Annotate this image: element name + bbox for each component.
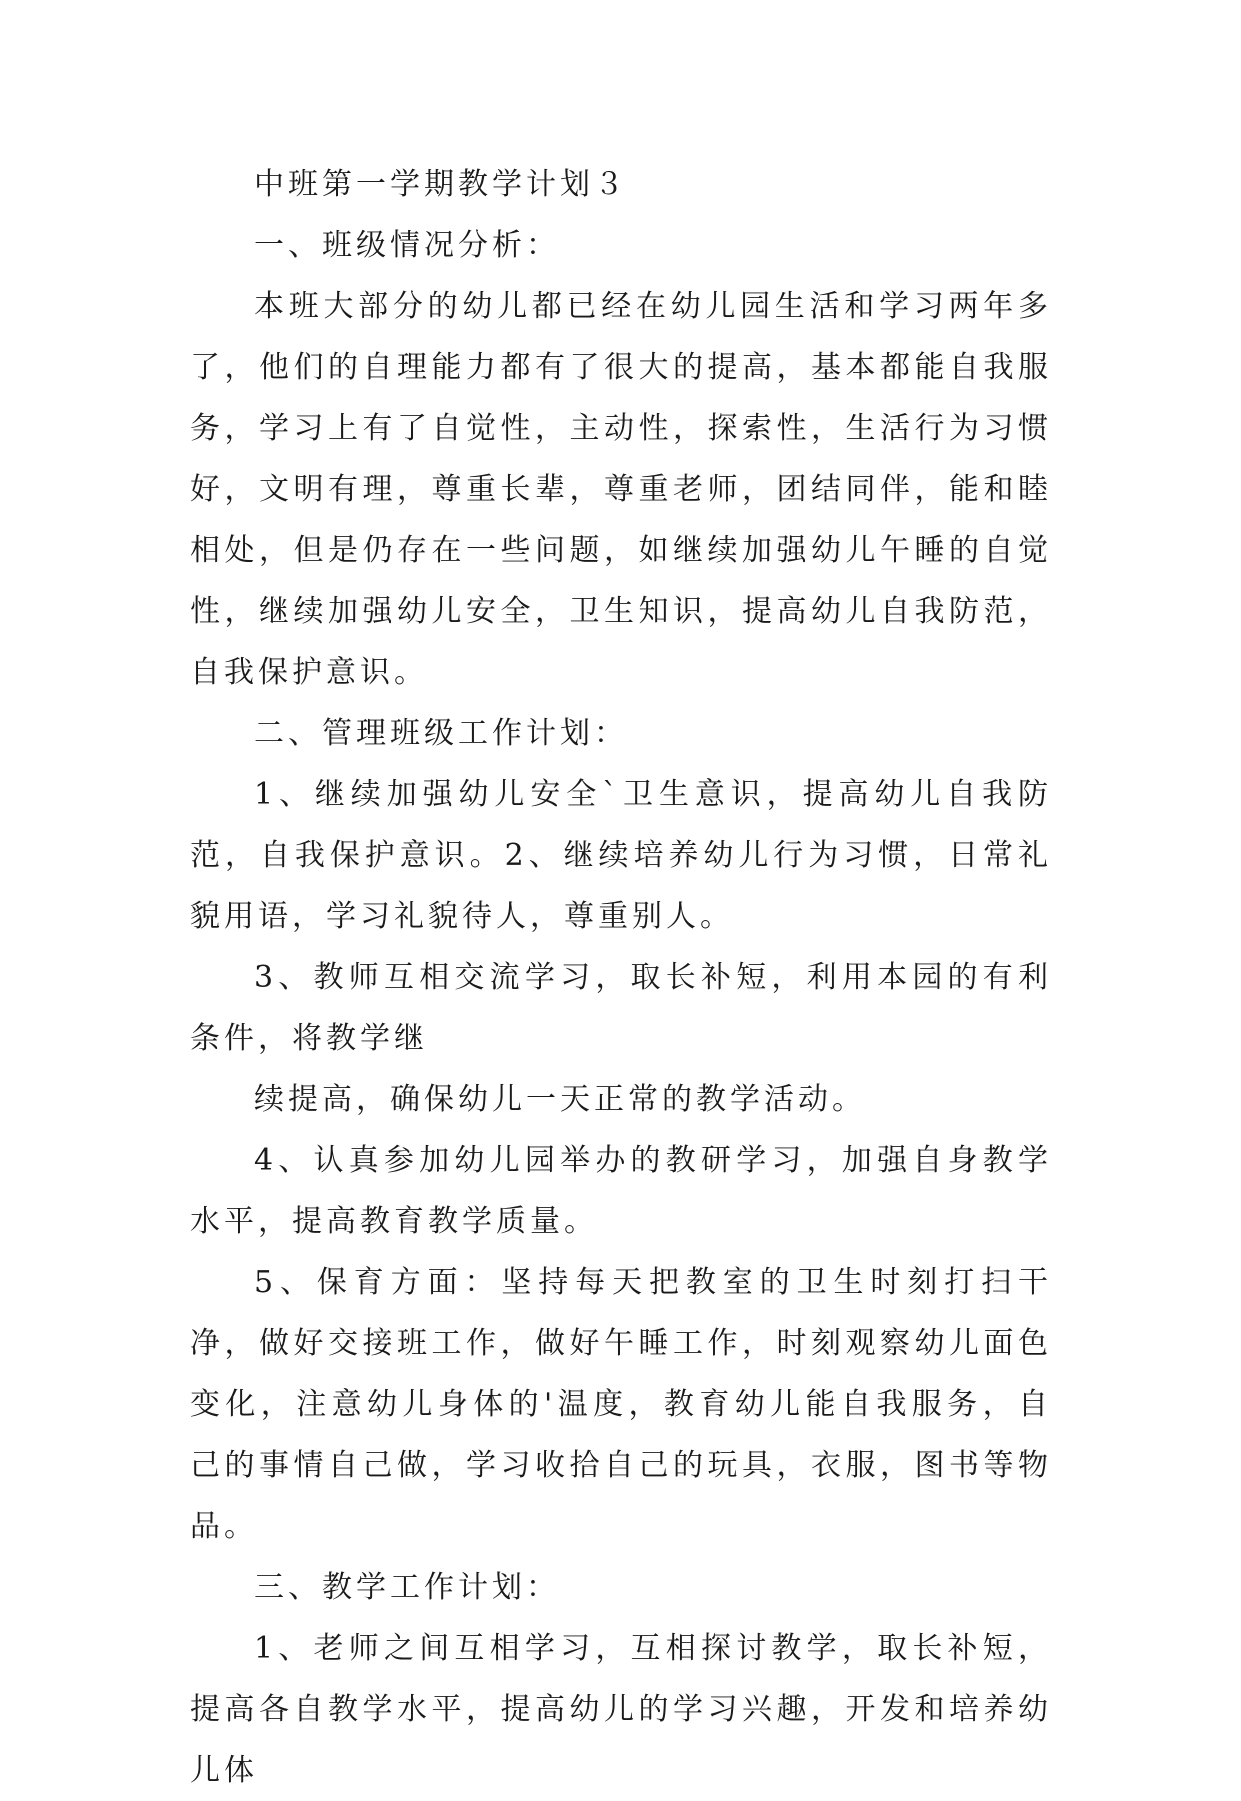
paragraph-management-item-3: 3、教师互相交流学习，取长补短，利用本园的有利条件，将教学继: [190, 960, 1052, 1056]
section-heading-class-management: 二、管理班级工作计划：: [254, 716, 628, 751]
section-heading-teaching-plan: 三、教学工作计划：: [254, 1570, 560, 1605]
section-heading-class-analysis: 一、班级情况分析：: [254, 228, 560, 263]
paragraph-teaching-item-1: 1、老师之间互相学习，互相探讨教学，取长补短，提高各自教学水平，提高幼儿的学习兴趣，开发和培养幼儿体: [190, 1631, 1052, 1788]
paragraph-management-item-1-2: 1、继续加强幼儿安全`卫生意识，提高幼儿自我防范，自我保护意识。2、继续培养幼儿行为习惯，日常礼貌用语，学习礼貌待人，尊重别人。: [190, 777, 1052, 934]
paragraph-class-analysis: 本班大部分的幼儿都已经在幼儿园生活和学习两年多了，他们的自理能力都有了很大的提高，基本都能自我服务，学习上有了自觉性，主动性，探索性，生活行为习惯好，文明有理，尊重长辈，尊重老师，团结同伴，能和睦相处，但是仍存在一些问题，如继续加强幼儿午睡的自觉性，继续加强幼儿安全，卫生知识，提高幼儿自我防范，自我保护意识。: [190, 289, 1052, 690]
document-title: 中班第一学期教学计划３: [254, 167, 628, 202]
paragraph-management-item-3-continued: 续提高，确保幼儿一天正常的教学活动。: [254, 1082, 866, 1117]
paragraph-management-item-4: 4、认真参加幼儿园举办的教研学习，加强自身教学水平，提高教育教学质量。: [190, 1143, 1052, 1239]
document-body: [190, 154, 1052, 1801]
paragraph-management-item-5: 5、保育方面：坚持每天把教室的卫生时刻打扫干净，做好交接班工作，做好午睡工作，时刻观察幼儿面色变化，注意幼儿身体的'温度，教育幼儿能自我服务，自己的事情自己做，学习收拾自己的玩具，衣服，图书等物品。: [190, 1265, 1052, 1544]
